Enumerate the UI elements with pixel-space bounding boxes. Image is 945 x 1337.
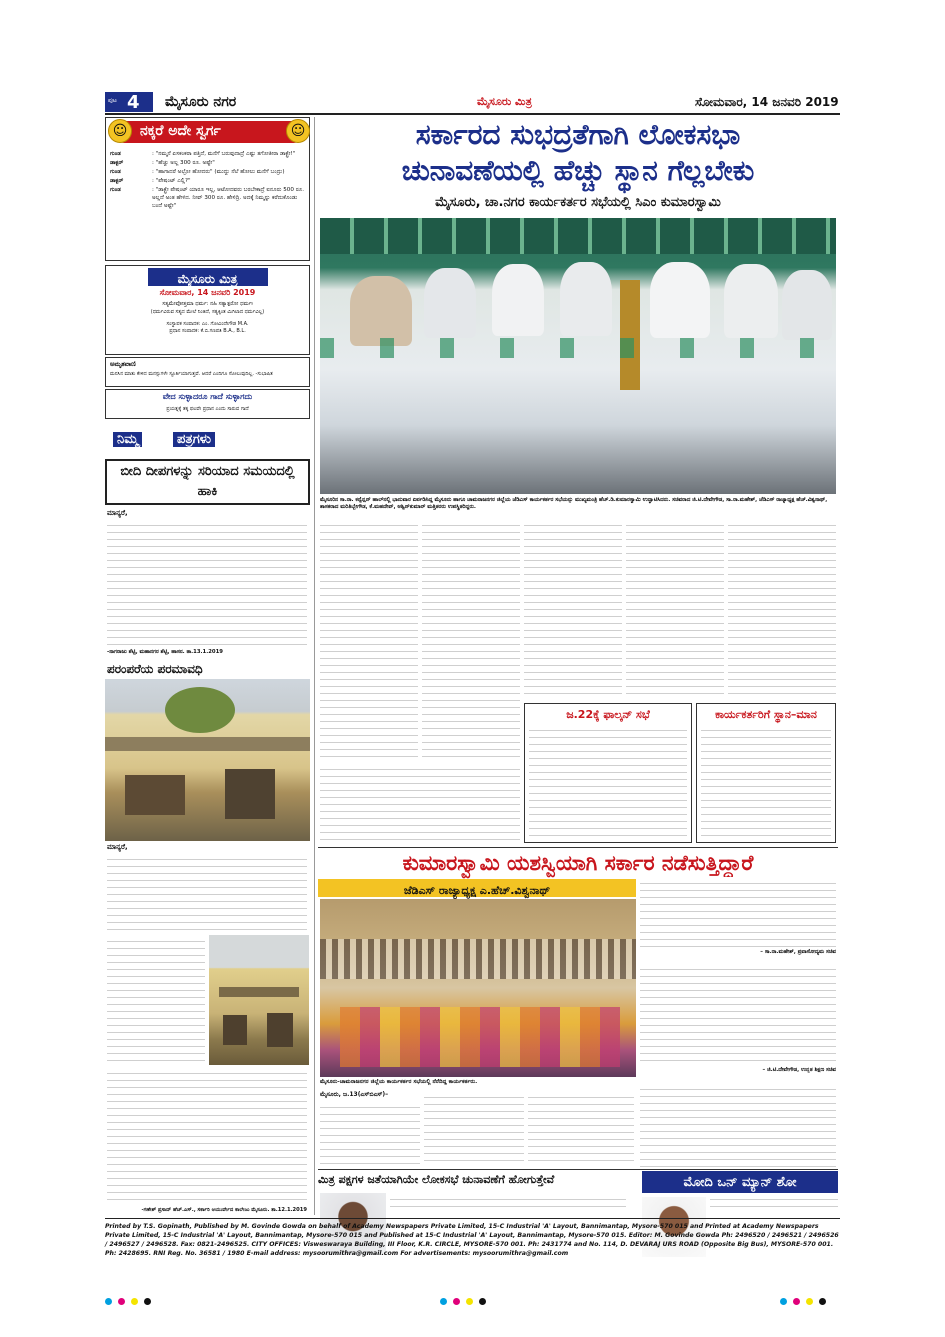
laughing-face-icon-right: ☺: [286, 119, 310, 143]
registration-dots-center: [440, 1290, 492, 1309]
letter2-body-top: [107, 853, 307, 933]
motto-subtitle: (ಧರ್ಮವಿರುವ ಸತ್ಯದ ಮೇಲೆ ನಿಂತಿದೆ, ಸತ್ಯಕ್ಕಿಂತ ಮಿಗಿಲಾದ ಧರ್ಮವಿಲ್ಲ): [150, 309, 265, 315]
jokes-header: [112, 121, 306, 143]
fourth-headline-bar: [642, 1171, 838, 1193]
falcon-meeting-title: ಜ.22ಕ್ಕೆ ಫಾಲ್ಕನ್ ಸಭೆ: [566, 708, 650, 721]
second-subhead-bar: [318, 879, 636, 897]
workers-position-title: ಕಾರ್ಯಕರ್ತರಿಗೆ ಸ್ಥಾನ–ಮಾನ: [715, 708, 817, 721]
quote-1: [640, 877, 836, 947]
joke-line: ಡಾಕ್ಟರ್ : "ಹೆಚ್ಚು ಅಲ್ಲ 300 ರೂ. ಅಷ್ಟೇ": [110, 160, 215, 166]
third-story-text: [390, 1193, 626, 1213]
lead-headline-line1: ಸರ್ಕಾರದ ಸುಭದ್ರತೆಗಾಗಿ ಲೋಕಸಭಾ: [415, 118, 741, 151]
second-subhead: ಜೆಡಿಎಸ್ ರಾಜ್ಯಾಧ್ಯಕ್ಷ ಎ.ಹೆಚ್.ವಿಶ್ವನಾಥ್: [403, 884, 551, 897]
jokes-title: ನಕ್ಕರೆ ಅದೇ ಸ್ವರ್ಗ: [140, 123, 221, 139]
lead-story-col2: [422, 519, 520, 759]
quote-2: [640, 963, 836, 1065]
lead-story-col5: [728, 519, 836, 695]
lead-story-col4: [626, 519, 724, 695]
jokes-list: [110, 150, 305, 210]
fourth-headline: ಮೋದಿ ಒನ್ ಮ್ಯಾನ್ ಶೋ: [683, 1175, 797, 1190]
building-photo-bottom: [209, 935, 309, 1065]
amrutha-vani-box: [105, 357, 310, 387]
letters-header: [105, 431, 310, 453]
proverb-subtitle: ಪ್ರಯತ್ನಕ್ಕೆ ತಕ್ಕ ಫಲವೇ ಪ್ರಧಾನ ಎಂದು ಸಾರುವ ಗಾದೆ: [166, 406, 249, 412]
masthead-date: ಸೋಮವಾರ, 14 ಜನವರಿ 2019: [159, 288, 256, 297]
second-story-col1: [320, 1101, 420, 1167]
letters-title-a: ನಿಮ್ಮ: [113, 432, 142, 447]
section-title: ಮೈಸೂರು ನಗರ: [165, 94, 237, 110]
lead-photo-caption: ಮೈಸೂರಿನ ಸಾ.ರಾ. ಕನ್ವೆನ್ಷನ್ ಹಾಲ್‌ನಲ್ಲಿ ಭಾನುವಾರ ಏರ್ಪಡಿಸಿದ್ದ ಮೈಸೂರು ಹಾಗೂ ಚಾಮರಾಜನಗರ ಜಿಲ್ಲೆಯ ಜೆಡಿಎಸ್ ಕಾರ್ಯಕರ್ತರ ಸಭೆಯನ್ನು ಮುಖ್ಯಮಂತ್ರಿ ಹೆಚ್.ಡಿ.ಕುಮಾರಸ್ವಾಮಿ ಉದ್ಘಾಟಿಸಿದರು. ಸಚಿವರಾದ ಜಿ.ಟಿ.ದೇವೇಗೌಡ, ಸಾ.ರಾ.ಮಹೇಶ್, ಜೆಡಿಎಸ್ ರಾಜ್ಯಾಧ್ಯಕ್ಷ ಹೆಚ್.ವಿಶ್ವನಾಥ್, ಶಾಸಕರಾದ ಮರಿತಿಬ್ಬೇಗೌಡ, ಕೆ.ಮಹದೇವ್, ಅಶ್ವಿನ್‌ಕುಮಾರ್ ಮತ್ತಿತರರು ಉಪಸ್ಥಿತರಿದ್ದರು.: [320, 497, 828, 511]
building-photo-top: [105, 679, 310, 841]
joke-line: ಗುಂಡ : "ನಮ್ಮನೆ ಏಸಕಂಕರಾ ಪತ್ತಿದೆ, ಮನೆಗೆ ಬರುವುದಾದ್ರೆ ಎಷ್ಟು ತಗೋತೀರಾ ಡಾಕ್ಟ್ರೇ!": [110, 151, 296, 157]
third-headline: ಮಿತ್ರ ಪಕ್ಷಗಳ ಜತೆಯಾಗಿಯೇ ಲೋಕಸಭೆ ಚುನಾವಣೆಗೆ ಹೋಗುತ್ತೇವೆ: [318, 1173, 555, 1186]
jokes-box: [105, 117, 310, 261]
second-headline: ಕುಮಾರಸ್ವಾಮಿ ಯಶಸ್ವಿಯಾಗಿ ಸರ್ಕಾರ ನಡೆಸುತ್ತಿದ್ದಾರೆ: [402, 851, 754, 875]
header-brand: ಮೈಸೂರು ಮಿತ್ರ: [477, 95, 532, 108]
lead-subhead: ಮೈಸೂರು, ಚಾ.ನಗರ ಕಾರ್ಯಕರ್ತರ ಸಭೆಯಲ್ಲಿ ಸಿಎಂ ಕುಮಾರಸ್ವಾಮಿ: [435, 195, 721, 210]
lead-story-col1b: [320, 763, 520, 843]
page-label: ಪುಟ: [108, 97, 117, 104]
letter1-signature: -ನಾಗರಾಜು ಶೆಟ್ಟಿ, ಮಹಾನಗರ ಶೆಟ್ಟಿ, ಹಾಸನ. ತಾ.13.1.2019: [107, 649, 223, 655]
letter1-body: [107, 519, 307, 647]
letter2-salute: ಮಾನ್ಯರೆ,: [107, 843, 128, 851]
second-story-col4: [640, 1083, 836, 1167]
amrutha-vani-text: ಮನಸಿನ ಮಾತು ಕೇಳಿದ ಮನಸ್ಸುಗಳೇ ಸ್ಫೂರ್ತಿಯಾಗುತ್ತವೆ. ಆದರೆ ಎಂದಿಗೂ ಸೋಲುವುದಿಲ್ಲ. -ಸುಭಾಷಿತ: [110, 371, 273, 377]
lead-photo: [320, 218, 836, 494]
crowd-photo: [320, 899, 636, 1077]
founder-line: ಸಂಸ್ಥಾಪಕ ಸಂಪಾದಕ: ಎಂ. ಗೋವಿಂದೇಗೌಡ M.A.: [166, 321, 249, 327]
lead-story-col1: [320, 519, 418, 759]
joke-line: ಗುಂಡ : "ಹಾಗಾದರೆ ಅಲ್ರೋ ಹೋದರು" (ಮುದ್ದು ನೆಲೆ ಹೋಲು ಮನೆಗೆ ಬಂದ್ರು): [110, 169, 285, 175]
letter1-salute: ಮಾನ್ಯರೆ,: [107, 509, 128, 517]
header-date: ಸೋಮವಾರ, 14 ಜನವರಿ 2019: [695, 95, 839, 109]
page-number-tag: [105, 92, 153, 112]
letter2-body-side: [107, 935, 205, 1065]
fourth-story-text: [710, 1193, 838, 1213]
quote-1-signature: – ಸಾ.ರಾ.ಮಹೇಶ್, ಪ್ರವಾಸೋದ್ಯಮ ಸಚಿವ: [760, 949, 836, 955]
masthead-title: ಮೈಸೂರು ಮಿತ್ರ: [177, 272, 238, 286]
footer-imprint: Printed by T.S. Gopinath, Published by M. Govinde Gowda on behalf of Academy Newspapers Private Limited, 15-C Industrial 'A' Layout, Bannimantap, Mysore-570 015 and Printed at Academy Newspapers Private Limited, 15-C Industrial 'A' Layout, Bannimantap, Mysore-570 015 and Published at 15-C Industrial 'A' Layout, Bannimantap, Mysore-570 015. Editor: M. Govinde Gowda Ph: 2496520 / 2496521 / 2496526 / 2496527 / 2496528. Fax: 0821-2496525. CITY OFFICES: Visweswaraya Building, III Floor, K.R. CIRCLE, MYSORE-570 001. Ph: 2431774 and No. 114, D. DEVARAJ URS ROAD (Opposite Big Bus), MYSORE-570 001. Ph: 2428695. RNI Reg. No. 36581 / 1980 E-mail address: mysoorumithra@gmail.com For advertisements: mysoorumithra@gmail.com: [105, 1223, 839, 1257]
joke-line: ಡಾಕ್ಟರ್ : "ಪೇಷಂಟ್ ಎಲ್ಲಿ?": [110, 178, 191, 184]
lead-story-col3: [524, 519, 622, 699]
falcon-meeting-box: [524, 703, 692, 843]
second-story-dateline: ಮೈಸೂರು, ಜ.13(ಎಸ್‌ಬಿಎಸ್)–: [320, 1091, 389, 1098]
editor-line: ಪ್ರಧಾನ ಸಂಪಾದಕ: ಕೆ.ಬಿ.ಗಣಪತಿ B.A., B.L.: [169, 328, 246, 334]
second-story-col3: [528, 1091, 634, 1167]
left-column: [105, 117, 310, 1215]
letters-title-b: ಪತ್ರಗಳು: [173, 432, 215, 447]
joke-line: ಗುಂಡ : "ಡಾಕ್ಟ್ರೇ ಪೇಷಂಟ್ ಯಾರೂ ಇಲ್ಲ, ಆಟೋದವರು ಬರಬೇಕಾದ್ರೆ ಐನೂರು 500 ರೂ. ಅಲ್ಲದೆ ಅಂತ ಹೇಳಿದ. ನೀವ್ 300 ರೂ. ಹೇಳಿದ್ರಿ. ಅದಕ್ಕೆ ನಿಮ್ಮನ್ನು ಕರೆದುಕೊಂಡು ಬಂದೆ ಅಷ್ಟೇ": [110, 187, 304, 209]
proverb-box: [105, 389, 310, 419]
laughing-face-icon: ☺: [108, 119, 132, 143]
workers-position-box: [696, 703, 836, 843]
amrutha-vani-title: ಅಮೃತವಾಣಿ: [110, 360, 136, 368]
letter2-body-bottom: [107, 1067, 307, 1205]
lead-headline: [318, 117, 838, 193]
registration-dots-left: [105, 1290, 157, 1309]
letter2-title: ಪರಂಪರೆಯ ಪರಮಾವಧಿ: [107, 662, 203, 676]
page-header: [105, 92, 840, 114]
main-area: [318, 117, 838, 1215]
quote-2-signature: – ಜಿ.ಟಿ.ದೇವೇಗೌಡ, ಉನ್ನತ ಶಿಕ್ಷಣ ಸಚಿವ: [762, 1067, 836, 1073]
page-number: 4: [127, 92, 140, 113]
footer: [105, 1218, 840, 1278]
crowd-photo-caption: ಮೈಸೂರು-ಚಾಮರಾಜನಗರ ಜಿಲ್ಲೆಯ ಕಾರ್ಯಕರ್ತರ ಸಭೆಯಲ್ಲಿ ನೆರೆದಿದ್ದ ಕಾರ್ಯಕರ್ತರು.: [320, 1079, 478, 1085]
lead-headline-line2: ಚುನಾವಣೆಯಲ್ಲಿ ಹೆಚ್ಚು ಸ್ಥಾನ ಗೆಲ್ಲಬೇಕು: [401, 154, 755, 187]
masthead-banner: [148, 268, 268, 286]
masthead-box: [105, 265, 310, 355]
letter2-signature: -ಗಣೇಶ್ ಪ್ರಸಾದ್ ಹೆಚ್.ಎಸ್., ಸರ್ಕಾರಿ ಆಯುರ್ವೇದ ಕಾಲೇಜು ಮೈಸೂರು. ತಾ.12.1.2019: [141, 1207, 307, 1213]
proverb-title: ವೇದ ಸುಳ್ಳಾದರೂ ಗಾದೆ ಸುಳ್ಳಾಗದು: [162, 392, 253, 401]
registration-dots-right: [780, 1290, 832, 1309]
second-story-col2: [424, 1091, 524, 1167]
letter1-title: ಬೀದಿ ದೀಪಗಳನ್ನು ಸರಿಯಾದ ಸಮಯದಲ್ಲಿ ಹಾಕಿ: [105, 459, 310, 505]
motto: ಸತ್ಯಮೇವೋತ್ತಮಾ ಧರ್ಮ: ನಹಿ ಸತ್ಯಾತ್ಪರೋ ಧರ್ಮಃ: [162, 301, 253, 307]
